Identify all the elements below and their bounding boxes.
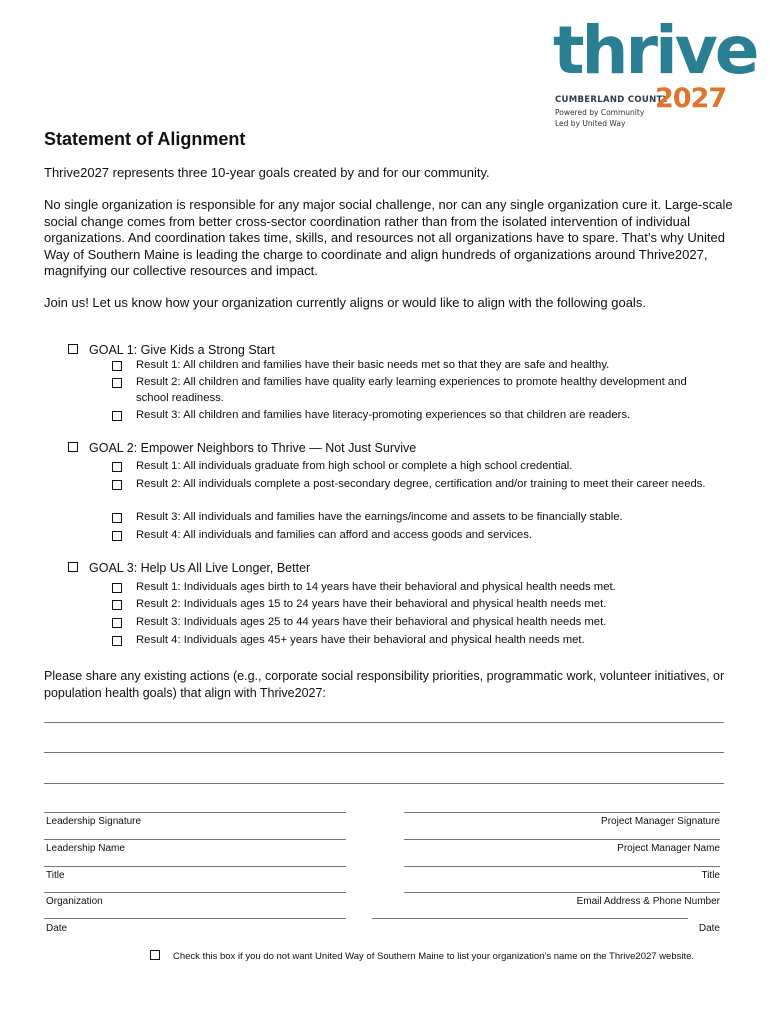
goal-1-label: GOAL 1: Give Kids a Strong Start	[89, 343, 275, 357]
email-phone-line[interactable]	[404, 892, 720, 893]
title-label-right: Title	[701, 870, 720, 881]
goal-3-result-1: Result 1: Individuals ages birth to 14 years have their behavioral and physical health needs met.	[110, 580, 722, 596]
email-phone-label: Email Address & Phone Number	[576, 896, 720, 907]
goal-1-result-1: Result 1: All children and families have their basic needs met so that they are safe and healthy.	[110, 358, 722, 374]
project-manager-signature-line[interactable]	[404, 812, 720, 813]
goal-1-checkbox[interactable]	[68, 344, 78, 354]
goal-1-result-3: Result 3: All children and families have literacy-promoting experiences so that children are readers.	[110, 408, 722, 424]
response-line-2[interactable]	[44, 752, 724, 753]
goal-2-result-1-checkbox[interactable]	[112, 462, 122, 472]
date-label-left: Date	[46, 923, 68, 934]
organization-label: Organization	[46, 896, 103, 907]
goal-2-result-3: Result 3: All individuals and families have the earnings/income and assets to be financially stable.	[110, 510, 722, 526]
logo-wordmark: thrive	[553, 12, 757, 89]
goal-2-label: GOAL 2: Empower Neighbors to Thrive — Not Just Survive	[89, 441, 417, 455]
project-manager-name-label: Project Manager Name	[617, 843, 720, 854]
goal-1-result-1-checkbox[interactable]	[112, 361, 122, 371]
goal-3-result-2: Result 2: Individuals ages 15 to 24 years have their behavioral and physical health needs met.	[110, 597, 722, 613]
goal-1-result-2: Result 2: All children and families have quality early learning experiences to promote healthy development and school readiness.	[110, 375, 722, 406]
logo-year: 2027	[655, 83, 727, 114]
title-line-left[interactable]	[44, 866, 346, 867]
goal-2-result-2: Result 2: All individuals complete a post-secondary degree, certification and/or training to meet their career needs.	[110, 477, 722, 493]
date-line-left[interactable]	[44, 918, 346, 919]
thrive-logo	[553, 12, 757, 136]
response-line-1[interactable]	[44, 722, 724, 723]
leadership-signature-line[interactable]	[44, 812, 346, 813]
project-manager-signature-label: Project Manager Signature	[601, 816, 720, 827]
intro-text: Thrive2027 represents three 10-year goals created by and for our community.	[44, 165, 490, 180]
leadership-name-line[interactable]	[44, 839, 346, 840]
response-line-3[interactable]	[44, 783, 724, 784]
goal-2-result-2-checkbox[interactable]	[112, 480, 122, 490]
goal-3	[68, 561, 310, 575]
goal-2-result-3-checkbox[interactable]	[112, 513, 122, 523]
goal-3-result-3-checkbox[interactable]	[112, 618, 122, 628]
optout-row	[150, 950, 694, 962]
logo-tagline-1: Powered by Community	[555, 108, 645, 117]
goal-2-checkbox[interactable]	[68, 442, 78, 452]
goal-1-result-2-checkbox[interactable]	[112, 378, 122, 388]
date-label-right: Date	[698, 923, 720, 934]
optout-checkbox[interactable]	[150, 950, 160, 960]
goal-2-result-4-checkbox[interactable]	[112, 531, 122, 541]
logo-county: CUMBERLAND COUNTY	[555, 95, 670, 105]
title-line-right[interactable]	[404, 866, 720, 867]
page-title: Statement of Alignment	[44, 129, 246, 149]
goal-2-result-4: Result 4: All individuals and families can afford and access goods and services.	[110, 528, 722, 544]
leadership-signature-label: Leadership Signature	[46, 816, 142, 827]
organization-line[interactable]	[44, 892, 346, 893]
goal-3-checkbox[interactable]	[68, 562, 78, 572]
goal-2	[68, 441, 416, 455]
goal-3-result-4: Result 4: Individuals ages 45+ years have their behavioral and physical health needs met.	[110, 633, 722, 649]
title-label-left: Title	[46, 870, 65, 881]
goal-3-result-2-checkbox[interactable]	[112, 600, 122, 610]
goal-3-label: GOAL 3: Help Us All Live Longer, Better	[89, 561, 311, 575]
body-paragraph: No single organization is responsible for any major social challenge, nor can any single organization cure it. Large-scale social change comes from better cross-sector coordination rather than from the isolated intervention of individual organizations. And coordination takes time, skills, and resources not all organizations have to spare. That’s why United Way of Southern Maine is leading the charge to coordinate and align hundreds of organizations around Thrive2027, magnifying our collective resources and impact.	[44, 197, 733, 278]
share-prompt: Please share any existing actions (e.g., corporate social responsibility priorities, programmatic work, volunteer initiatives, or population health goals) that align with Thrive2027:	[44, 669, 725, 700]
goal-3-result-3: Result 3: Individuals ages 25 to 44 years have their behavioral and physical health needs met.	[110, 615, 722, 631]
goal-3-result-1-checkbox[interactable]	[112, 583, 122, 593]
leadership-name-label: Leadership Name	[46, 843, 125, 854]
goal-2-result-1: Result 1: All individuals graduate from high school or complete a high school credential.	[110, 459, 722, 475]
logo-tagline-2: Led by United Way	[555, 119, 626, 128]
goal-1	[68, 343, 275, 357]
date-line-right[interactable]	[372, 918, 688, 919]
join-text: Join us! Let us know how your organization currently aligns or would like to align with the following goals.	[44, 295, 646, 310]
project-manager-name-line[interactable]	[404, 839, 720, 840]
goal-1-result-3-checkbox[interactable]	[112, 411, 122, 421]
optout-label: Check this box if you do not want United Way of Southern Maine to list your organization’s name on the Thrive2027 website.	[173, 951, 695, 962]
goal-3-result-4-checkbox[interactable]	[112, 636, 122, 646]
